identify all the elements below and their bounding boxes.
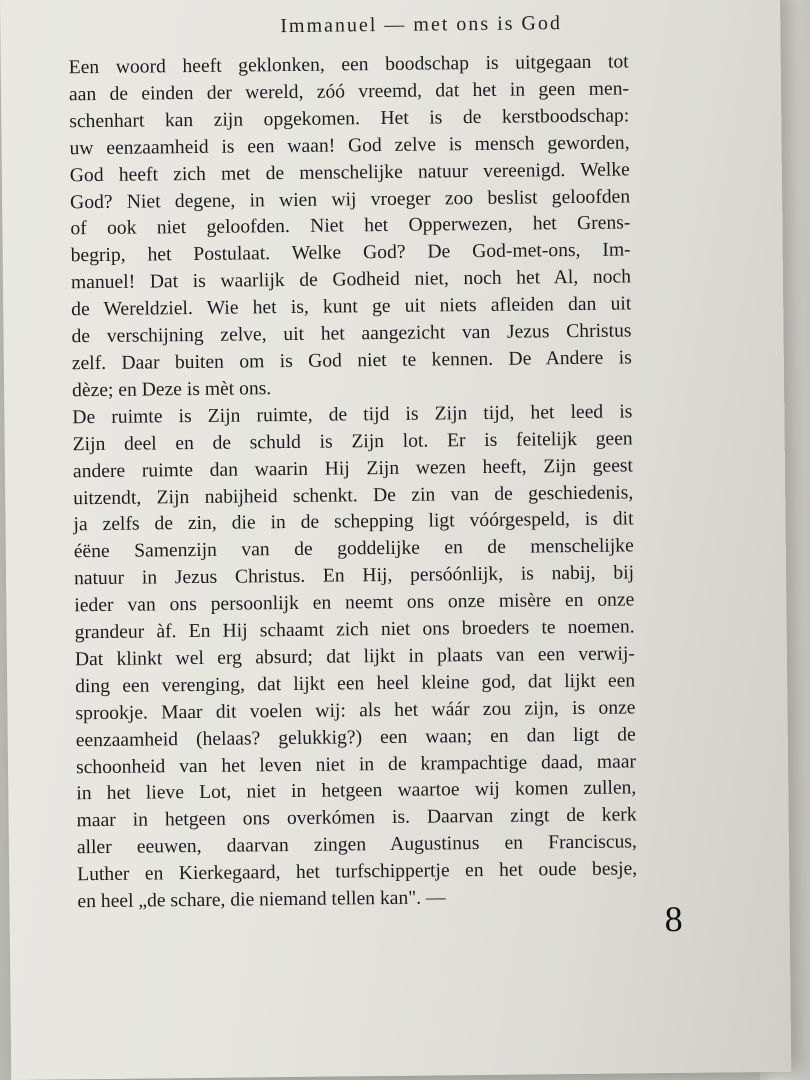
text-line: God heeft zich met de menschelijke natuur vereenigd. Welke	[69, 159, 630, 186]
text-line: éëne Samenzijn van de goddelijke en de menschelijke	[73, 535, 634, 563]
text-line: Dat klinkt wel erg absurd; dat lijkt in plaats van een verwij-	[74, 643, 635, 671]
page-number: 8	[664, 898, 683, 940]
text-line: de verschijning zelve, uit het aangezicht van Jezus Christus	[71, 320, 632, 348]
text-line: uitzendt, Zijn nabijheid schenkt. De zin van de geschiedenis,	[73, 481, 634, 509]
text-line: dèze; en Deze is mèt ons.	[71, 378, 272, 402]
running-head: Immanuel — met ons is God	[280, 12, 563, 38]
text-line: Luther en Kierkegaard, het turfschippertje en het oude besje,	[77, 858, 638, 886]
text-line: aan de einden der wereld, zóó vreemd, dat het in geen men-	[68, 78, 630, 106]
text-line: de Wereldziel. Wie het is, kunt ge uit niets afleiden dan uit	[71, 293, 632, 321]
text-line: maar in hetgeen ons overkómen is. Daarvan zingt de kerk	[76, 804, 637, 832]
text-line: uw eenzaamheid is een waan! God zelve is mensch geworden,	[69, 132, 630, 159]
text-line: schenhart kan zijn opgekomen. Het is de kerstboodschap:	[69, 105, 630, 133]
text-line: en heel „de schare, die niemand tellen kan". —	[77, 887, 446, 913]
text-line: ding een verenging, dat lijkt een heel kleine god, dat lijkt een	[75, 670, 636, 698]
text-line: andere ruimte dan waarin Hij Zijn wezen heeft, Zijn geest	[72, 454, 634, 482]
text-line: grandeur àf. En Hij schaamt zich niet ons broeders te noemen.	[74, 616, 635, 644]
text-line: zelf. Daar buiten om is God niet te kennen. De Andere is	[71, 347, 632, 375]
text-line: God? Niet degene, in wien wij vroeger zoo beslist geloofden	[70, 185, 631, 213]
text-line: schoonheid van het leven niet in de krampachtige daad, maar	[75, 750, 637, 778]
text-line: sprookje. Maar dit voelen wij: als het wáár zou zijn, is onze	[75, 697, 636, 724]
text-line: Zijn deel en de schuld is Zijn lot. Er is feitelijk geen	[72, 428, 633, 455]
text-line: begrip, het Postulaat. Welke God? De God-met-ons, Im-	[70, 239, 631, 267]
text-line: ja zelfs de zin, die in de schepping ligt vóórgespeld, is dit	[73, 508, 634, 536]
text-line: aller eeuwen, daarvan zingen Augustinus en Franciscus,	[76, 831, 637, 859]
text-line: Een woord heeft geklonken, een boodschap is uitgegaan tot	[68, 51, 629, 79]
text-line: De ruimte is Zijn ruimte, de tijd is Zijn tijd, het leed is	[72, 401, 633, 429]
text-line: eenzaamheid (helaas? gelukkig?) een waan; en dan ligt de	[75, 724, 636, 751]
text-line: in het lieve Lot, niet in hetgeen waartoe wij komen zullen,	[76, 777, 637, 805]
text-line: natuur in Jezus Christus. En Hij, persóónlijk, is nabij, bij	[73, 562, 635, 590]
text-line: manuel! Dat is waarlijk de Godheid niet, noch het Al, noch	[70, 266, 632, 294]
body-text	[69, 49, 638, 916]
text-line: of ook niet geloofden. Niet het Opperwezen, het Grens-	[70, 212, 631, 240]
text-line: ieder van ons persoonlijk en neemt ons onze misère en onze	[74, 589, 635, 617]
